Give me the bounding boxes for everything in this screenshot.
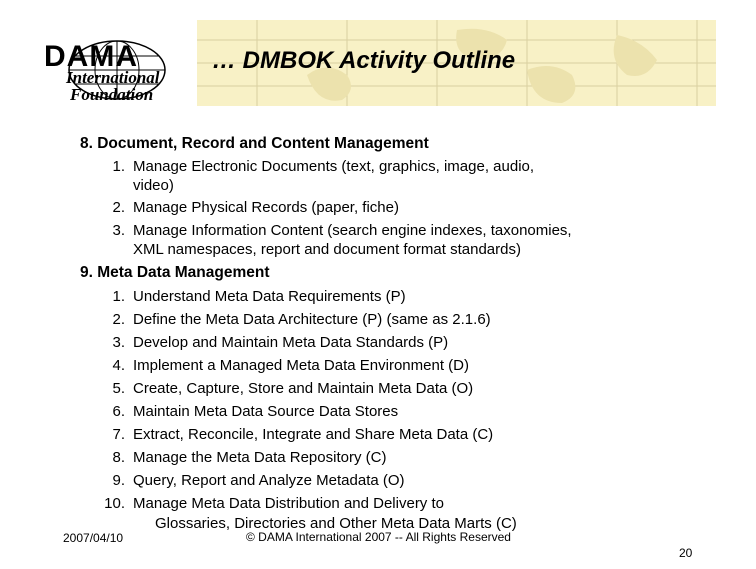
logo-international-text: International xyxy=(66,68,160,87)
footer-date: 2007/04/10 xyxy=(63,531,124,545)
footer-copyright: © DAMA International 2007 -- All Rights Reserved xyxy=(246,530,511,544)
list-item-continuation: video) xyxy=(133,177,174,194)
list-item-continuation: Glossaries, Directories and Other Meta Data Marts (C) xyxy=(155,515,517,532)
list-item: 1. Understand Meta Data Requirements (P) xyxy=(112,288,406,305)
list-item: 3. Manage Information Content (search engine indexes, taxonomies, xyxy=(112,222,572,239)
list-item: 6. Maintain Meta Data Source Data Stores xyxy=(112,403,399,420)
list-item-continuation: XML namespaces, report and document format standards) xyxy=(133,241,521,258)
list-item: 10. Manage Meta Data Distribution and Delivery to xyxy=(104,495,444,512)
list-item: 4. Implement a Managed Meta Data Environment (D) xyxy=(112,357,469,374)
list-item: 7. Extract, Reconcile, Integrate and Share Meta Data (C) xyxy=(112,426,494,443)
list-item: 3. Develop and Maintain Meta Data Standards (P) xyxy=(112,334,449,351)
page-number: 20 xyxy=(679,546,693,560)
list-item: 1. Manage Electronic Documents (text, graphics, image, audio, xyxy=(112,158,535,175)
dama-logo xyxy=(42,40,192,110)
list-item: 5. Create, Capture, Store and Maintain Meta Data (O) xyxy=(112,380,474,397)
list-item: 2. Define the Meta Data Architecture (P) (same as 2.1.6) xyxy=(112,311,491,328)
list-item: 8. Manage the Meta Data Repository (C) xyxy=(112,449,387,466)
list-item: 9. Query, Report and Analyze Metadata (O) xyxy=(112,472,405,489)
logo-dama-text: DAMA xyxy=(44,40,138,73)
section-9-heading: 9. Meta Data Management xyxy=(80,264,270,281)
list-item: 2. Manage Physical Records (paper, fiche) xyxy=(112,199,399,216)
logo-foundation-text: Foundation xyxy=(70,85,154,104)
slide-title: … DMBOK Activity Outline xyxy=(212,47,516,74)
section-8-heading: 8. Document, Record and Content Management xyxy=(80,135,429,152)
